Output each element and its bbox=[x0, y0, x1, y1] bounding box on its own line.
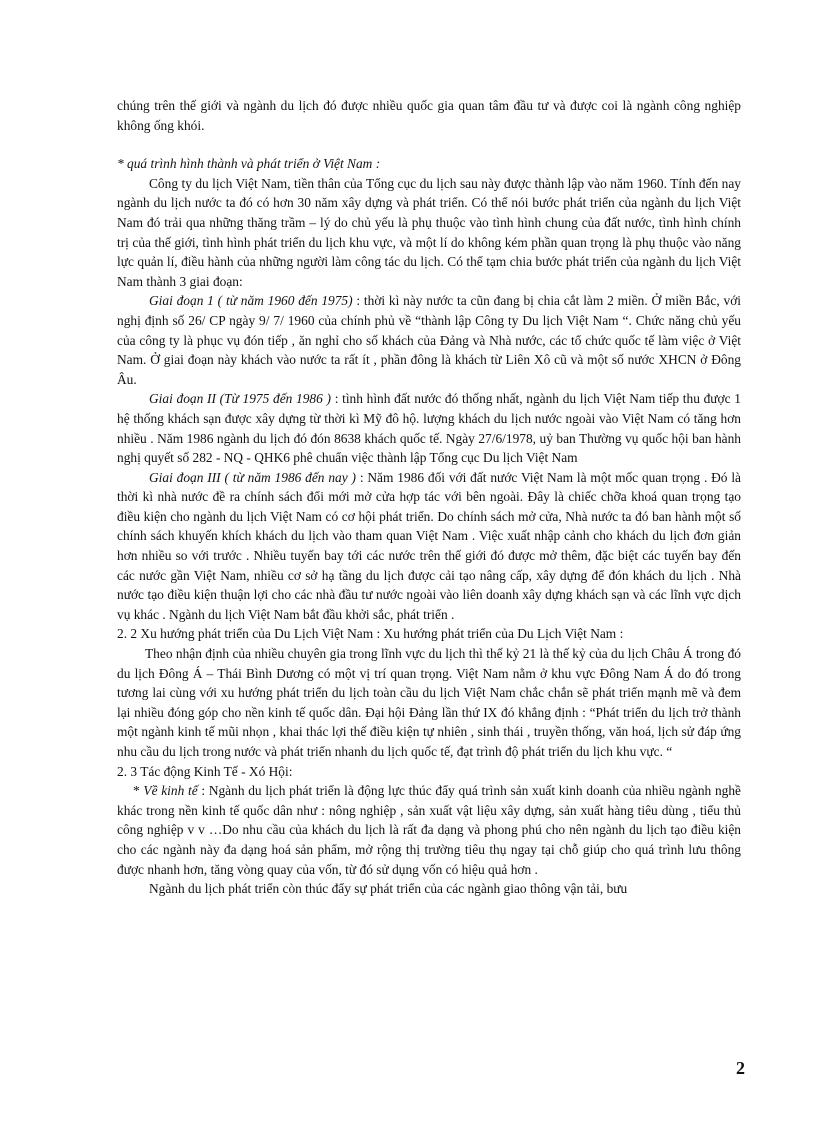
economic-text: : Ngành du lịch phát triển là động lực thúc đẩy quá trình sản xuất kinh doanh của nhiều ngành nghề khác trong nền kinh tế quốc dân như : nông nghiệp , sản xuất vật liệu xây dựng, sản xuất hàng tiêu dùng , tiểu thủ công nghiệp v v …Do nhu cầu của khách du lịch là rất đa dạng và phong phú cho nên ngành du lịch tạo điều kiện cho các ngành này đa dạng hoá sản phẩm, mở rộng thị trường tiêu thụ ngay tại chỗ giúp cho quá trình lưu thông được nhanh hơn, tăng vòng quay của vốn, từ đó sử dụng vốn có hiệu quả hơn . bbox=[117, 783, 741, 877]
phase-3-text: : Năm 1986 đối với đất nước Việt Nam là một mốc quan trọng . Đó là thời kì nhà nước đề ra chính sách đổi mới mở cửa hợp tác với bên ngoài. Đây là chiếc chỡa khoá quan trọng tạo điều kiện cho ngành du lịch Việt Nam có cơ hội phát triển. Do chính sách mở cửa, Nhà nước ta đó ban hành một số chính sách khuyến khích khách du lịch vào tham quan Việt Nam . Việc xuất nhập cảnh cho khách du lịch đơn giản hơn nhiều so với trước . Nhiều tuyến bay tới các nước trên thế giới đó được mở thêm, đặc biệt các tuyến bay đến các nước gần Việt Nam, nhiều cơ sở hạ tầng du lịch được cải tạo nâng cấp, xây dựng để đón khách du lịch . Nhà nước tạo điều kiện thuận lợi cho các nhà đầu tư nước ngoài vào liên doanh xây dựng khách sạn và các lĩnh vực dịch vụ khác . Ngành du lịch Việt Nam bắt đầu khởi sắc, phát triển . bbox=[117, 469, 741, 622]
phase-3-paragraph bbox=[117, 468, 741, 625]
trend-paragraph: Theo nhận định của nhiều chuyên gia trong lĩnh vực du lịch thì thế kỷ 21 là thế kỷ của du lịch Châu Á trong đó du lịch Đông Á – Thái Bình Dương có một vị trí quan trọng. Việt Nam nằm ở khu vực Đông Nam Á do đó trong tương lai cùng với xu hướng phát triển du lịch toàn cầu du lịch Việt Nam chắc chắn sẽ phát triển mạnh mẽ và đem lại nhiều đóng góp cho nền kinh tế quốc dân. Đại hội Đảng lần thứ IX đó khẳng định : “Phát triển du lịch trở thành một ngành kinh tế mũi nhọn , khai thác lợi thế điều kiện tự nhiên , sinh thái , truyền thống, văn hoá, lịch sử đáp ứng nhu cầu du lịch trong nước và phát triển nhanh du lịch quốc tế, đạt trình độ phát triển du lịch khu vực. “ bbox=[117, 646, 741, 759]
section-2-3-heading: 2. 3 Tác động Kinh Tế - Xó Hội: bbox=[117, 763, 293, 779]
phase-2-paragraph bbox=[117, 389, 741, 467]
phase-3-label: Giai đoạn III ( từ năm 1986 đến nay ) bbox=[149, 469, 356, 485]
document-body bbox=[117, 96, 741, 899]
paragraph-gap bbox=[117, 135, 741, 154]
phase-2-text: : tình hình đất nước đó thống nhất, ngành du lịch Việt Nam tiếp thu được 1 hệ thống khách sạn được xây dựng từ thời kì Mỹ đô hộ. lượng khách du lịch nước ngoài vào Việt Nam có tăng hơn nhiều . Năm 1986 ngành du lịch đó đón 8638 khách quốc tế. Ngày 27/6/1978, uỷ ban Thường vụ quốc hội ban hành nghị quyết số 282 - NQ - QHK6 phê chuẩn việc thành lập Tổng cục Du lịch Việt Nam bbox=[117, 391, 741, 466]
intro-paragraph: chúng trên thế giới và ngành du lịch đó được nhiều quốc gia quan tâm đầu tư và được coi là ngành công nghiệp không ống khói. bbox=[117, 98, 741, 133]
section-heading-vietnam bbox=[117, 154, 741, 174]
transport-paragraph: Ngành du lịch phát triển còn thúc đẩy sự phát triển của các ngành giao thông vận tải, bưu bbox=[149, 881, 628, 897]
company-paragraph: Công ty du lịch Việt Nam, tiền thân của Tổng cục du lịch sau này được thành lập vào năm 1960. Tính đến nay ngành du lịch nước ta đó có hơn 30 năm xây dựng và phát triển. Có thể nói bước phát triển của ngành du lịch Việt Nam đó trải qua những thăng trầm – lý do chủ yếu là phụ thuộc vào tình hình chung của đất nước, tình hình chính trị của thế giới, tình hình phát triển du lịch khu vực, và một lí do không kém phần quan trọng là phụ thuộc vào năng lực quản lí, điều hành của những người làm công tác du lịch. Có thể tạm chia bước phát triển của ngành du lịch Việt Nam thành 3 giai đoạn: bbox=[117, 175, 741, 289]
page-number: 2 bbox=[736, 1058, 745, 1078]
phase-1-label: Giai đoạn 1 ( từ năm 1960 đến 1975) bbox=[149, 293, 353, 309]
economic-label: Về kinh tế bbox=[143, 783, 198, 799]
phase-2-label: Giai đoạn II (Từ 1975 đến 1986 ) bbox=[149, 391, 331, 407]
section-2-2-heading: 2. 2 Xu hướng phát triển của Du Lịch Việt Nam : Xu hướng phát triển của Du Lịch Việt Nam : bbox=[117, 626, 624, 642]
heading-text: * quá trình hình thành và phát triển ở Việt Nam : bbox=[117, 156, 381, 172]
economic-paragraph: * Về kinh tế : Ngành du lịch phát triển là động lực thúc đẩy quá trình sản xuất kinh doanh của nhiều ngành nghề khác trong nền kinh tế quốc dân như : nông nghiệp , sản xuất vật liệu xây dựng, sản xuất hàng tiêu dùng , tiểu thủ công nghiệp v v …Do nhu cầu của khách du lịch là rất đa dạng và phong phú cho nên ngành du lịch tạo điều kiện cho các ngành này đa dạng hoá sản phẩm, mở rộng thị trường tiêu thụ ngay tại chỗ giúp cho quá trình lưu thông được nhanh hơn, tăng vòng quay của vốn, từ đó sử dụng vốn có hiệu quả hơn . bbox=[117, 783, 741, 877]
phase-1-paragraph bbox=[117, 291, 741, 389]
phase-1-text: : thời kì này nước ta cũn đang bị chia cắt làm 2 miền. Ở miền Bắc, với nghị định số 26/ CP ngày 9/ 7/ 1960 của chính phủ về “thành lập Công ty Du lịch Việt Nam “. Chức năng chủ yếu của công ty là phục vụ đón tiếp , ăn nghỉ cho số khách của Đảng và Nhà nước, các tổ chức quốc tế làm việc ở Việt Nam. Ở giai đoạn này khách vào nước ta rất ít , phần đông là khách từ Liên Xô cũ và một số nước XHCN ở Đông Âu. bbox=[117, 293, 741, 387]
